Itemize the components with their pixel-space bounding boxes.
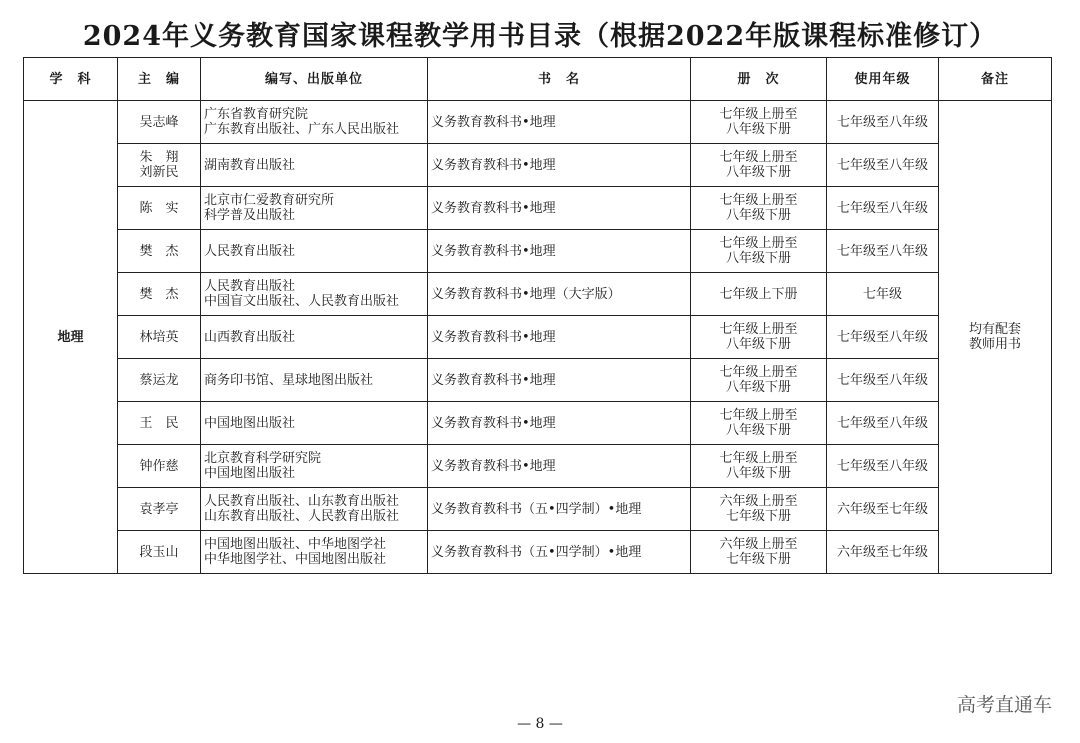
note-cell: 均有配套 教师用书 bbox=[939, 101, 1052, 574]
volume-cell: 七年级上下册 bbox=[691, 273, 827, 316]
publisher-cell: 中国地图出版社 bbox=[201, 402, 428, 445]
grade-cell: 六年级至七年级 bbox=[827, 488, 939, 531]
publisher-cell: 北京市仁爱教育研究所 科学普及出版社 bbox=[201, 187, 428, 230]
grade-cell: 七年级 bbox=[827, 273, 939, 316]
table-row bbox=[24, 488, 1052, 531]
publisher-cell: 湖南教育出版社 bbox=[201, 144, 428, 187]
editor-cell: 陈 实 bbox=[118, 187, 201, 230]
book-title-cell: 义务教育教科书（五•四学制）•地理 bbox=[428, 488, 691, 531]
editor-cell: 樊 杰 bbox=[118, 230, 201, 273]
grade-cell: 七年级至八年级 bbox=[827, 359, 939, 402]
editor-cell: 朱 翔 刘新民 bbox=[118, 144, 201, 187]
editor-cell: 王 民 bbox=[118, 402, 201, 445]
header-publisher: 编写、出版单位 bbox=[201, 58, 428, 101]
watermark: 高考直通车 bbox=[956, 694, 1052, 716]
book-title-cell: 义务教育教科书（五•四学制）•地理 bbox=[428, 531, 691, 574]
book-title-cell: 义务教育教科书•地理 bbox=[428, 359, 691, 402]
volume-cell: 七年级上册至 八年级下册 bbox=[691, 402, 827, 445]
header-subject: 学 科 bbox=[24, 58, 118, 101]
book-title-cell: 义务教育教科书•地理 bbox=[428, 402, 691, 445]
book-title-cell: 义务教育教科书•地理 bbox=[428, 144, 691, 187]
book-title-cell: 义务教育教科书•地理 bbox=[428, 187, 691, 230]
textbook-catalog-table bbox=[23, 57, 1052, 574]
publisher-cell: 人民教育出版社 中国盲文出版社、人民教育出版社 bbox=[201, 273, 428, 316]
grade-cell: 七年级至八年级 bbox=[827, 144, 939, 187]
book-title-cell: 义务教育教科书•地理 bbox=[428, 101, 691, 144]
volume-cell: 七年级上册至 八年级下册 bbox=[691, 101, 827, 144]
grade-cell: 七年级至八年级 bbox=[827, 316, 939, 359]
volume-cell: 六年级上册至 七年级下册 bbox=[691, 488, 827, 531]
header-book: 书 名 bbox=[428, 58, 691, 101]
header-grade: 使用年级 bbox=[827, 58, 939, 101]
editor-cell: 钟作慈 bbox=[118, 445, 201, 488]
editor-cell: 吴志峰 bbox=[118, 101, 201, 144]
volume-cell: 七年级上册至 八年级下册 bbox=[691, 144, 827, 187]
grade-cell: 七年级至八年级 bbox=[827, 230, 939, 273]
volume-cell: 七年级上册至 八年级下册 bbox=[691, 316, 827, 359]
page-number: — 8 — bbox=[517, 716, 563, 732]
volume-cell: 七年级上册至 八年级下册 bbox=[691, 230, 827, 273]
header-editor: 主 编 bbox=[118, 58, 201, 101]
volume-cell: 六年级上册至 七年级下册 bbox=[691, 531, 827, 574]
grade-cell: 七年级至八年级 bbox=[827, 187, 939, 230]
book-title-cell: 义务教育教科书•地理 bbox=[428, 316, 691, 359]
publisher-cell: 商务印书馆、星球地图出版社 bbox=[201, 359, 428, 402]
volume-cell: 七年级上册至 八年级下册 bbox=[691, 445, 827, 488]
table-row bbox=[24, 144, 1052, 187]
volume-cell: 七年级上册至 八年级下册 bbox=[691, 359, 827, 402]
table-row bbox=[24, 316, 1052, 359]
editor-cell: 林培英 bbox=[118, 316, 201, 359]
grade-cell: 七年级至八年级 bbox=[827, 445, 939, 488]
publisher-cell: 北京教育科学研究院 中国地图出版社 bbox=[201, 445, 428, 488]
header-volume: 册 次 bbox=[691, 58, 827, 101]
header-note: 备注 bbox=[939, 58, 1052, 101]
publisher-cell: 中国地图出版社、中华地图学社 中华地图学社、中国地图出版社 bbox=[201, 531, 428, 574]
publisher-cell: 广东省教育研究院 广东教育出版社、广东人民出版社 bbox=[201, 101, 428, 144]
grade-cell: 七年级至八年级 bbox=[827, 402, 939, 445]
book-title-cell: 义务教育教科书•地理（大字版） bbox=[428, 273, 691, 316]
table-row bbox=[24, 531, 1052, 574]
table-row bbox=[24, 359, 1052, 402]
book-title-cell: 义务教育教科书•地理 bbox=[428, 230, 691, 273]
editor-cell: 蔡运龙 bbox=[118, 359, 201, 402]
book-title-cell: 义务教育教科书•地理 bbox=[428, 445, 691, 488]
publisher-cell: 人民教育出版社 bbox=[201, 230, 428, 273]
table-row bbox=[24, 230, 1052, 273]
subject-cell: 地理 bbox=[24, 101, 118, 574]
grade-cell: 七年级至八年级 bbox=[827, 101, 939, 144]
table-row bbox=[24, 445, 1052, 488]
table-row bbox=[24, 101, 1052, 144]
document-title: 2024年义务教育国家课程教学用书目录（根据2022年版课程标准修订） bbox=[82, 21, 998, 52]
volume-cell: 七年级上册至 八年级下册 bbox=[691, 187, 827, 230]
publisher-cell: 山西教育出版社 bbox=[201, 316, 428, 359]
table-row bbox=[24, 187, 1052, 230]
editor-cell: 段玉山 bbox=[118, 531, 201, 574]
table-row bbox=[24, 273, 1052, 316]
editor-cell: 袁孝亭 bbox=[118, 488, 201, 531]
header-row bbox=[24, 58, 1052, 101]
grade-cell: 六年级至七年级 bbox=[827, 531, 939, 574]
editor-cell: 樊 杰 bbox=[118, 273, 201, 316]
publisher-cell: 人民教育出版社、山东教育出版社 山东教育出版社、人民教育出版社 bbox=[201, 488, 428, 531]
table-row bbox=[24, 402, 1052, 445]
